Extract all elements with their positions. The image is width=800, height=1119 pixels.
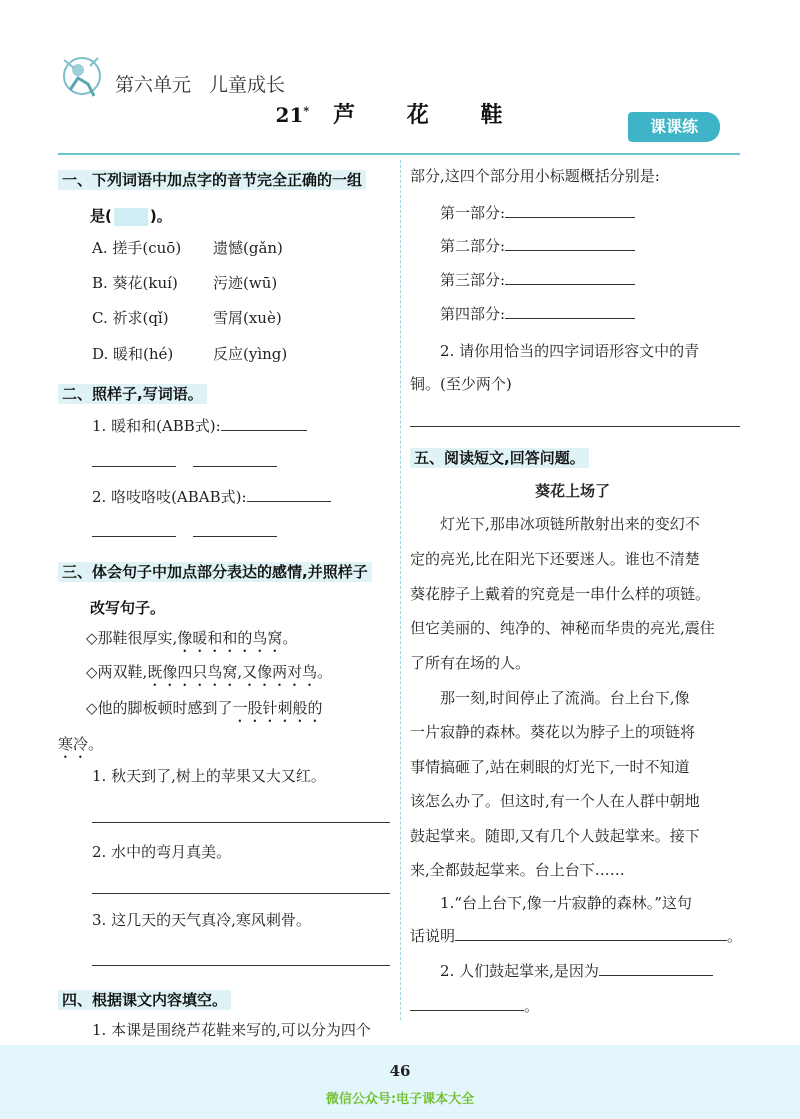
q1-option-c2: 雪屑(xuè) — [213, 309, 282, 327]
q2-item2-line[interactable] — [247, 501, 331, 502]
q4-part2-line[interactable] — [505, 250, 635, 251]
q3-example1: ◇那鞋很厚实,像暖和和的鸟窝。 — [86, 629, 298, 647]
q4-part3: 第三部分: — [440, 270, 635, 290]
q1-option-a2: 遗憾(gǎn) — [213, 239, 283, 257]
q2-item2: 2. 咯吱咯吱(ABAB式): — [92, 487, 331, 507]
unit-heading — [115, 70, 303, 97]
q3-heading: 三、体会句子中加点部分表达的感情,并照样子 — [58, 562, 372, 582]
q3-heading-cont: 改写句子。 — [90, 599, 166, 617]
page-footer — [0, 1045, 800, 1119]
q1-option-b2: 污迹(wū) — [213, 274, 278, 292]
q3-item2: 2. 水中的弯月真美。 — [92, 843, 232, 861]
q3-example3: ◇他的脚板顿时感到了一股针刺般的 — [86, 699, 323, 717]
q3-item3: 3. 这几天的天气真冷,寒风刺骨。 — [92, 911, 311, 929]
q2-item1: 1. 暖和和(ABB式): — [92, 416, 307, 436]
q4-part1: 第一部分: — [440, 203, 635, 223]
q4-part2: 第二部分: — [440, 236, 635, 256]
unit-theme: 儿童成长 — [209, 74, 286, 96]
q4-item2: 2. 请你用恰当的四字词语形容文中的青 — [440, 342, 700, 360]
q3-example3-cont: 寒冷。 — [58, 735, 104, 753]
q4-part1-line[interactable] — [505, 217, 635, 218]
q4-heading: 四、根据课文内容填空。 — [58, 990, 231, 1010]
passage-line: 葵花脖子上戴着的究竟是一串什么样的项链。 — [410, 585, 711, 603]
passage-line: 那一刻,时间停止了流淌。台上台下,像 — [440, 689, 690, 707]
q5-heading: 五、阅读短文,回答问题。 — [410, 448, 589, 468]
q1-answer-blank[interactable] — [114, 208, 148, 226]
passage-line: 事情搞砸了,站在刺眼的灯光下,一时不知道 — [410, 758, 690, 776]
q3-item3-line[interactable] — [92, 965, 390, 966]
q1-option-d2: 反应(yìng) — [213, 345, 288, 363]
q2-heading: 二、照样子,写词语。 — [58, 384, 207, 404]
lesson-name: 芦 花 鞋 — [333, 102, 525, 128]
q1-option-c: C. 祈求(qǐ) — [92, 309, 169, 327]
q3-item1-line[interactable] — [92, 822, 390, 823]
q1-option-d: D. 暖和(hé) — [92, 345, 174, 363]
q3-item1: 1. 秋天到了,树上的苹果又大又红。 — [92, 767, 326, 785]
q4-item2-cont: 铜。(至少两个) — [410, 375, 512, 393]
header-rule — [58, 153, 740, 155]
q3-example2: ◇两双鞋,既像四只鸟窝,又像两对鸟。 — [86, 663, 333, 681]
passage-line: 灯光下,那串冰项链所散射出来的变幻不 — [440, 515, 700, 533]
q4-item1: 1. 本课是围绕芦花鞋来写的,可以分为四个 — [92, 1021, 371, 1039]
passage-line: 鼓起掌来。随即,又有几个人鼓起掌来。接下 — [410, 827, 700, 845]
q5-item2-cont: 。 — [410, 996, 539, 1016]
q4-item1-cont: 部分,这四个部分用小标题概括分别是: — [410, 167, 660, 185]
practice-badge: 课课练 — [628, 112, 720, 142]
q4-part4-line[interactable] — [505, 318, 635, 319]
q2-item2-line3[interactable] — [193, 536, 277, 537]
q2-item1-line[interactable] — [221, 430, 307, 431]
q5-item1-cont: 话说明 。 — [410, 927, 743, 945]
q2-item1-line3[interactable] — [193, 466, 277, 467]
passage-line: 定的亮光,比在阳光下还要迷人。谁也不清楚 — [410, 550, 700, 568]
passage-line: 但它美丽的、纯净的、神秘而华贵的亮光,震住 — [410, 619, 715, 637]
q4-part3-line[interactable] — [505, 284, 635, 285]
q5-item1-line[interactable] — [455, 940, 727, 941]
wechat-watermark: 微信公众号:电子课本大全 — [325, 1092, 475, 1107]
unit-label: 第六单元 — [115, 74, 192, 96]
passage-line: 一片寂静的森林。葵花以为脖子上的项链将 — [410, 723, 696, 741]
q1-option-a: A. 搓手(cuō) — [92, 239, 182, 257]
boy-logo-icon — [58, 50, 106, 105]
q2-item2-line2[interactable] — [92, 536, 176, 537]
column-divider — [400, 160, 401, 1020]
q2-item1-line2[interactable] — [92, 466, 176, 467]
q1-heading: 一、下列词语中加点字的音节完全正确的一组 — [58, 170, 366, 190]
q1-stem-suffix: )。 — [149, 207, 172, 225]
passage-line: 了所有在场的人。 — [410, 654, 531, 672]
q5-item2-line[interactable] — [599, 975, 713, 976]
q5-item2-line2[interactable] — [410, 1010, 524, 1011]
lesson-number: 21 — [275, 103, 304, 127]
lesson-star: * — [303, 104, 310, 118]
q1-option-b: B. 葵花(kuí) — [92, 274, 178, 292]
q5-item1: 1.“台上台下,像一片寂静的森林。”这句 — [440, 894, 692, 912]
q5-item2: 2. 人们鼓起掌来,是因为 — [440, 961, 713, 981]
page-number: 46 — [389, 1062, 411, 1080]
q1-stem — [86, 206, 176, 226]
q4-part4: 第四部分: — [440, 304, 635, 324]
q1-stem-prefix: 是( — [90, 207, 112, 225]
passage-title: 葵花上场了 — [534, 482, 610, 500]
q3-item2-line[interactable] — [92, 893, 390, 894]
passage-line: 该怎么办了。但这时,有一个人在人群中朝地 — [410, 792, 700, 810]
q4-item2-line[interactable] — [410, 426, 740, 427]
passage-line: 来,全都鼓起掌来。台上台下…… — [410, 861, 625, 879]
